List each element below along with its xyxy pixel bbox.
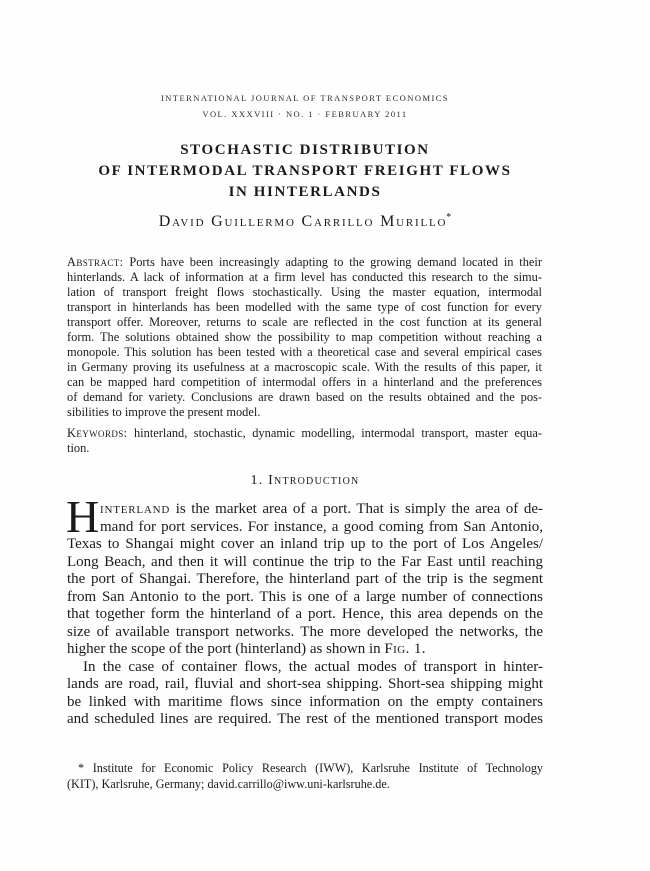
- body-line: the port of Shangai. Therefore, the hinterland part of the trip is the segment: [67, 571, 543, 587]
- keywords-line: tion.: [67, 441, 90, 455]
- abstract-line: can be mapped hard competition of intermodal offers in a hinterland and the preferences: [67, 375, 542, 389]
- keywords-line: [67, 426, 542, 441]
- body-line: In the case of container flows, the actual modes of transport in hinter-: [83, 658, 543, 675]
- abstract-line: transport in hinterlands has been modelled with the same type of cost function for every: [67, 300, 542, 314]
- body-line: that together form the hinterland of a port. Hence, this area depends on the: [67, 606, 543, 622]
- author-name: David Guillermo Carrillo Murillo: [158, 213, 448, 230]
- title-line: STOCHASTIC DISTRIBUTION: [180, 142, 430, 158]
- body-line-text: is the market area of a port. That is simply the area of de-: [175, 501, 543, 517]
- body-line: Long Beach, and then it will continue the trip to the Far East until reaching: [67, 553, 543, 570]
- footnote-mark: *: [78, 761, 85, 775]
- section-title: Introduction: [268, 473, 360, 488]
- figure-reference: Fig. 1.: [384, 641, 426, 657]
- drop-cap: H: [66, 491, 100, 542]
- body-line: [100, 501, 543, 519]
- body-line: Texas to Shangai might cover an inland trip up to the port of Los Angeles/: [67, 536, 543, 552]
- abstract-line: of demand for variety. Conclusions are drawn based on the results obtained and the pos-: [67, 390, 542, 404]
- abstract-line: monopole. This solution has been tested with a theoretical case and several empirical cases: [67, 345, 542, 359]
- title-line: OF INTERMODAL TRANSPORT FREIGHT FLOWS: [98, 163, 512, 179]
- footnote: [67, 760, 543, 792]
- title-line: IN HINTERLANDS: [228, 184, 382, 200]
- abstract-line: form. The solutions obtained show the possibility to map competition without reaching a: [67, 330, 542, 344]
- body-line: be linked with maritime flows since information on the empty containers: [67, 693, 543, 710]
- author-footnote-mark: *: [446, 212, 452, 223]
- abstract-line: in Germany proving its usefulness at a macroscopic scale. With the results of this paper, it: [67, 360, 542, 374]
- keywords: [67, 426, 542, 456]
- body-line: and scheduled lines are required. The rest of the mentioned transport modes: [67, 711, 543, 727]
- body-line: lands are road, rail, fluvial and short-sea shipping. Short-sea shipping might: [67, 676, 543, 692]
- body-text: [67, 501, 543, 729]
- body-line: size of available transport networks. The more developed the networks, the: [67, 623, 543, 640]
- abstract-line-text: Ports have been increasingly adapting to the growing demand located in their: [129, 255, 542, 269]
- abstract-line: transport offer. Moreover, returns to scale are reflected in the cost function at its general: [67, 315, 542, 329]
- keywords-label: Keywords:: [67, 426, 128, 440]
- abstract-line: lation of transport freight flows stochastically. Using the master equation, intermodal: [67, 285, 542, 299]
- section-number: 1.: [250, 473, 264, 488]
- abstract-line: [67, 255, 542, 270]
- abstract: [67, 255, 542, 420]
- body-line-text: higher the scope of the port (hinterland) as shown in: [67, 641, 381, 657]
- section-heading: [67, 471, 543, 491]
- author-byline: [67, 211, 543, 235]
- footnote-line: (KIT), Karlsruhe, Germany; david.carrillo@iww.uni-karlsruhe.de.: [67, 777, 390, 791]
- body-line: mand for port services. For instance, a good coming from San Antonio,: [100, 518, 543, 535]
- journal-name: INTERNATIONAL JOURNAL OF TRANSPORT ECONOMICS: [160, 93, 450, 103]
- abstract-label: Abstract:: [67, 255, 124, 269]
- lead-in-small-caps: interland: [100, 501, 171, 517]
- article-title: [67, 140, 543, 203]
- journal-issue: VOL. XXXVIII · NO. 1 · FEBRUARY 2011: [202, 109, 408, 119]
- keywords-line-text: hinterland, stochastic, dynamic modelling, intermodal transport, master equa-: [133, 426, 542, 440]
- abstract-line: sibilities to improve the present model.: [67, 405, 261, 419]
- abstract-line: hinterlands. A lack of information at a firm level has conducted this research to the simu-: [67, 270, 542, 284]
- body-line: from San Antonio to the port. This is one of a large number of connections: [67, 588, 543, 605]
- footnote-line: [67, 760, 543, 776]
- body-line: [67, 641, 543, 659]
- footnote-line-text: Institute for Economic Policy Research (IWW), Karlsruhe Institute of Technology: [92, 761, 544, 775]
